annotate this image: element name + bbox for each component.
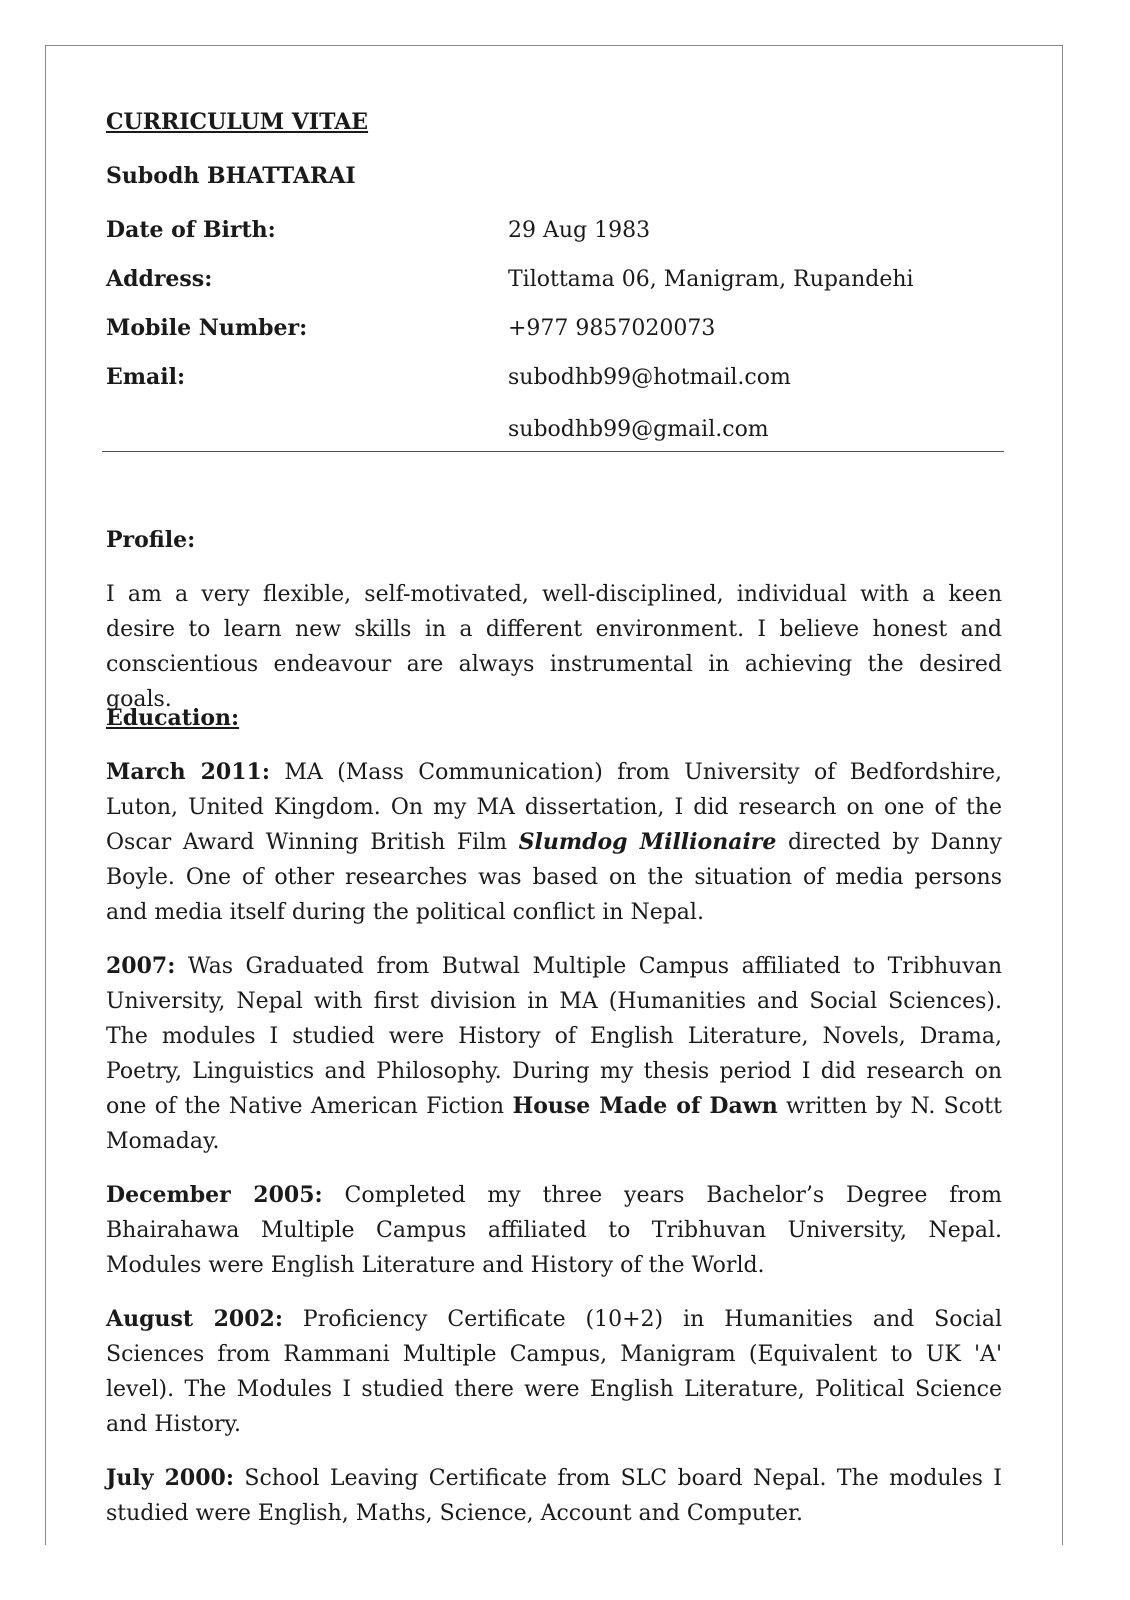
person-name: Subodh BHATTARAI [106, 163, 356, 189]
education-text: School Leaving Certificate from SLC board Nepal. The modules I studied were English, Maths, Science, Account and Computer. [106, 1466, 1002, 1526]
contact-row-email [106, 353, 1002, 402]
education-date: 2007: [106, 953, 176, 979]
education-date: July 2000: [106, 1465, 234, 1491]
education-text: Was Graduated from Butwal Multiple Campus affiliated to Tribhuvan University, Nepal with first division in MA (Humanities and Social Sciences). The modules I studied were History of English Literature, Novels, Drama, Poetry, Linguistics and Philosophy. During my thesis period I did research on one of the Native American Fiction [106, 954, 1002, 1119]
contact-label: Date of Birth: [106, 217, 276, 243]
contact-value: 29 Aug 1983 [508, 218, 651, 243]
contact-label: Email: [106, 364, 186, 390]
contact-row-dob [106, 206, 1002, 255]
education-date: March 2011: [106, 759, 270, 785]
education-text: written by N. Scott Momaday. [106, 1094, 1002, 1154]
contact-value: subodhb99@hotmail.com [508, 365, 791, 390]
profile-section [106, 523, 1002, 717]
contact-row-mobile [106, 304, 1002, 353]
education-date: August 2002: [106, 1306, 283, 1332]
contact-label: Mobile Number: [106, 315, 308, 341]
education-entry [106, 1178, 1002, 1283]
education-text: Proficiency Certificate (10+2) in Humanities and Social Sciences from Rammani Multiple Campus, Manigram (Equivalent to UK 'A' level). The Modules I studied there were English Literature, Political Science and History. [106, 1307, 1002, 1437]
profile-heading: Profile: [106, 527, 196, 553]
cv-header [106, 102, 1002, 458]
education-entry [106, 949, 1002, 1159]
profile-text: I am a very flexible, self-motivated, well-disciplined, individual with a keen desire to learn new skills in a different environment. I believe honest and conscientious endeavour are always instrumental in achieving the desired goals. [106, 582, 1002, 712]
education-text: MA (Mass Communication) from University of Bedfordshire, Luton, United Kingdom. On my MA dissertation, I did research on one of the Oscar Award Winning British Film [106, 760, 1002, 855]
contact-value: +977 9857020073 [508, 316, 716, 341]
contact-row-address [106, 255, 1002, 304]
education-emphasis: Slumdog Millionaire [518, 829, 777, 855]
document-title: CURRICULUM VITAE [106, 109, 369, 135]
contact-label: Address: [106, 266, 213, 292]
contact-details [106, 206, 1002, 458]
education-section [106, 701, 1002, 1531]
contact-value-email-secondary: subodhb99@gmail.com [508, 417, 769, 442]
education-entry [106, 755, 1002, 930]
education-entry [106, 1302, 1002, 1442]
education-entry [106, 1461, 1002, 1531]
education-text: Completed my three years Bachelor’s Degree from Bhairahawa Multiple Campus affiliated to Tribhuvan University, Nepal. Modules were English Literature and History of the World. [106, 1183, 1002, 1278]
education-date: December 2005: [106, 1182, 323, 1208]
education-text: directed by Danny Boyle. One of other researches was based on the situation of media persons and media itself during the political conflict in Nepal. [106, 830, 1002, 925]
header-divider [102, 451, 1004, 452]
education-heading: Education: [106, 705, 240, 731]
contact-value: Tilottama 06, Manigram, Rupandehi [508, 267, 914, 292]
education-emphasis: House Made of Dawn [512, 1093, 778, 1119]
